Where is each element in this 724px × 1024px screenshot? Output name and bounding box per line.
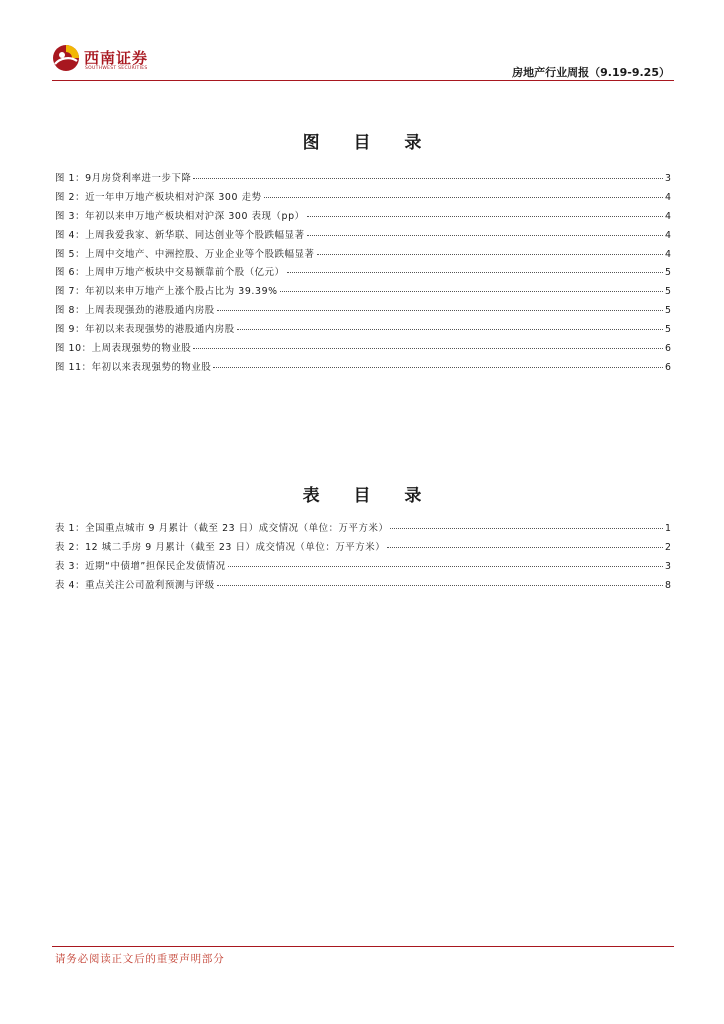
dot-leader (387, 547, 663, 548)
logo-english-name: SOUTHWEST SECURITIES (85, 66, 148, 71)
figure-toc-entry-label: 图 2：近一年申万地产板块相对沪深 300 走势 (55, 191, 262, 203)
footer-divider (52, 946, 674, 947)
dot-leader (390, 528, 663, 529)
table-toc-entry-label: 表 4：重点关注公司盈利预测与评级 (55, 579, 215, 591)
dot-leader (217, 585, 663, 586)
figure-toc-entry-page-number: 4 (665, 229, 671, 241)
figure-toc-entry[interactable] (55, 189, 671, 208)
figure-toc-list (55, 170, 671, 378)
company-logo (52, 44, 172, 78)
figure-toc-entry-page-number: 5 (665, 267, 671, 279)
figure-toc-entry[interactable] (55, 340, 671, 359)
figure-toc-entry-label: 图 5：上周中交地产、中洲控股、万业企业等个股跌幅显著 (55, 248, 315, 260)
footer-disclaimer: 请务必阅读正文后的重要声明部分 (55, 953, 225, 965)
figure-toc-entry[interactable] (55, 170, 671, 189)
figure-toc-entry-label: 图 1：9月房贷利率进一步下降 (55, 173, 192, 184)
dot-leader (280, 291, 663, 292)
figure-toc-entry-label: 图 7：年初以来申万地产上涨个股占比为 39.39% (55, 286, 278, 298)
figure-toc-entry[interactable] (55, 283, 671, 302)
dot-leader (213, 367, 663, 368)
dot-leader (217, 310, 663, 311)
figure-toc-entry-label: 图 10：上周表现强势的物业股 (55, 343, 192, 355)
table-toc-entry[interactable] (55, 577, 671, 596)
logo-chinese-name: 西南证券 (84, 49, 149, 67)
header-divider (52, 80, 674, 81)
figure-toc-title: 图 目 录 (302, 133, 436, 153)
dot-leader (317, 254, 664, 255)
table-toc-title: 表 目 录 (302, 486, 436, 506)
table-toc-entry[interactable] (55, 520, 671, 539)
table-toc-entry-label: 表 3：近期“中债增”担保民企发债情况 (55, 560, 226, 572)
figure-toc-entry[interactable] (55, 227, 671, 246)
figure-toc-entry[interactable] (55, 359, 671, 378)
figure-toc-entry[interactable] (55, 264, 671, 283)
figure-toc-entry-label: 图 9：年初以来表现强势的港股通内房股 (55, 324, 235, 336)
figure-toc-entry[interactable] (55, 321, 671, 340)
figure-toc-entry[interactable] (55, 302, 671, 321)
dot-leader (237, 329, 663, 330)
figure-toc-entry-page-number: 3 (665, 173, 671, 184)
dot-leader (264, 197, 663, 198)
report-title: 房地产行业周报（9.19-9.25） (512, 66, 670, 79)
table-toc-entry-page-number: 2 (665, 541, 671, 553)
figure-toc-entry-label: 图 6：上周申万地产板块中交易额靠前个股（亿元） (55, 267, 285, 279)
figure-toc-entry-page-number: 5 (665, 286, 671, 298)
table-toc-entry[interactable] (55, 558, 671, 577)
figure-toc-entry-page-number: 4 (665, 191, 671, 203)
figure-toc-entry[interactable] (55, 208, 671, 227)
figure-toc-entry-label: 图 4：上周我爱我家、新华联、同达创业等个股跌幅显著 (55, 229, 305, 241)
company-logo-icon (52, 44, 80, 72)
figure-toc-entry-label: 图 11：年初以来表现强势的物业股 (55, 361, 212, 373)
figure-toc-entry-label: 图 3：年初以来申万地产板块相对沪深 300 表现（pp） (55, 210, 305, 222)
figure-toc-entry-page-number: 6 (665, 361, 671, 373)
figure-toc-entry-page-number: 6 (665, 343, 671, 355)
figure-toc-entry-page-number: 4 (665, 248, 671, 260)
figure-toc-entry-page-number: 4 (665, 210, 671, 222)
table-toc-entry-page-number: 1 (665, 523, 671, 534)
dot-leader (193, 348, 663, 349)
dot-leader (287, 272, 663, 273)
figure-toc-entry[interactable] (55, 246, 671, 265)
dot-leader (193, 178, 663, 179)
figure-toc-entry-label: 图 8：上周表现强劲的港股通内房股 (55, 305, 215, 317)
table-toc-entry-label: 表 1：全国重点城市 9 月累计（截至 23 日）成交情况（单位：万平方米） (55, 523, 389, 534)
dot-leader (228, 566, 663, 567)
figure-toc-entry-page-number: 5 (665, 305, 671, 317)
table-toc-entry[interactable] (55, 539, 671, 558)
table-toc-entry-page-number: 3 (665, 560, 671, 572)
table-toc-entry-page-number: 8 (665, 579, 671, 591)
dot-leader (307, 216, 663, 217)
table-toc-entry-label: 表 2：12 城二手房 9 月累计（截至 23 日）成交情况（单位：万平方米） (55, 541, 386, 553)
dot-leader (307, 235, 663, 236)
table-toc-list (55, 520, 671, 596)
figure-toc-entry-page-number: 5 (665, 324, 671, 336)
